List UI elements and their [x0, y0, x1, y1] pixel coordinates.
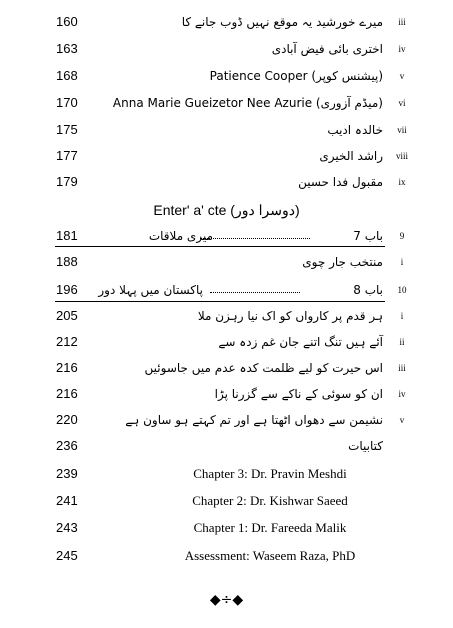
page-number: 205	[56, 308, 78, 323]
entry-title: Chapter 2: Dr. Kishwar Saeed	[192, 493, 348, 508]
toc-entry	[0, 546, 453, 568]
toc-entry	[0, 491, 453, 513]
entry-title: نشیمن سے دھواں اٹھتا ہے اور تم کہتے ہو ساون ہے	[125, 413, 383, 427]
page-number: 177	[56, 148, 78, 163]
page-number: 216	[56, 360, 78, 375]
page-number: 196	[56, 282, 78, 297]
entry-index: iii	[398, 17, 406, 27]
entry-title: اختری بائی فیض آبادی	[271, 42, 383, 56]
page-number: 181	[56, 228, 78, 243]
entry-title: (میڈم آزوری) Anna Marie Gueizetor Nee Azurie	[112, 96, 383, 110]
toc-entry	[0, 120, 453, 142]
entry-title: (پیشنس کوپر) Patience Cooper	[209, 69, 383, 83]
entry-index: vii	[397, 125, 407, 135]
toc-entry	[0, 436, 453, 458]
toc-entry	[0, 172, 453, 194]
toc-entry	[0, 464, 453, 486]
page-number: 241	[56, 493, 78, 508]
chapter-label: باب 7	[353, 229, 383, 243]
page-number: 170	[56, 95, 78, 110]
entry-title: ہر قدم پر کارواں کو اک نیا رہزن ملا	[197, 309, 383, 323]
entry-title: آئے ہیں تنگ اتنے جان غم زدہ سے	[218, 335, 383, 349]
entry-title: Chapter 3: Dr. Pravin Meshdi	[193, 466, 347, 481]
toc-entry	[0, 518, 453, 540]
page-number: 188	[56, 254, 78, 269]
entry-index: viii	[395, 151, 408, 161]
footer-ornament: ◆÷◆	[209, 592, 244, 608]
page-number: 168	[56, 68, 78, 83]
page-number: 220	[56, 412, 78, 427]
leader-dots	[210, 282, 300, 293]
page-number: 175	[56, 122, 78, 137]
page-number: 236	[56, 438, 78, 453]
section-heading: Enter' a' cte (دوسرا دور)	[153, 202, 300, 218]
entry-title: Assessment: Waseem Raza, PhD	[184, 548, 356, 563]
chapter-title: میری ملاقات	[148, 229, 213, 243]
page-number: 216	[56, 386, 78, 401]
entry-title: منتخب جار چوی	[302, 255, 383, 269]
entry-index: i	[400, 311, 404, 321]
toc-entry	[0, 410, 453, 432]
toc-entry	[0, 306, 453, 328]
page-number: 243	[56, 520, 78, 535]
entry-index: i	[400, 257, 404, 267]
entry-index: vi	[398, 98, 406, 108]
entry-title: میرے خورشید یہ موقع نہیں ڈوب جانے کا	[181, 15, 383, 29]
entry-title: اس حیرت کو لیے ظلمت کدہ عدم میں جاسوئیں	[144, 361, 383, 375]
leader-dots	[200, 228, 310, 239]
entry-title: مقبول فدا حسین	[298, 175, 383, 189]
entry-title: کتابیات	[348, 439, 383, 453]
entry-index: ix	[398, 177, 406, 187]
toc-entry	[0, 93, 453, 115]
entry-title: راشد الخیری	[319, 149, 383, 163]
toc-entry	[0, 252, 453, 274]
entry-index: iii	[398, 363, 406, 373]
chapter-entry	[0, 226, 453, 248]
page-number: 239	[56, 466, 78, 481]
toc-entry	[0, 146, 453, 168]
toc-entry	[0, 39, 453, 61]
page-number: 160	[56, 14, 78, 29]
page-number: 163	[56, 41, 78, 56]
entry-title: خالدہ ادیب	[327, 123, 383, 137]
entry-index: 10	[397, 285, 407, 295]
chapter-entry	[0, 280, 453, 302]
toc-entry	[0, 358, 453, 380]
entry-index: iv	[398, 389, 406, 399]
page-number: 179	[56, 174, 78, 189]
chapter-title: پاکستان میں پہلا دور	[98, 283, 203, 297]
entry-index: v	[399, 71, 405, 81]
toc-entry	[0, 384, 453, 406]
entry-title: ان کو سوئی کے ناکے سے گزرنا پڑا	[214, 387, 383, 401]
chapter-label: باب 8	[353, 283, 383, 297]
entry-index: 9	[399, 231, 405, 241]
page-number: 245	[56, 548, 78, 563]
divider	[55, 246, 385, 247]
page-number: 212	[56, 334, 78, 349]
toc-entry	[0, 12, 453, 34]
toc-entry	[0, 66, 453, 88]
divider	[55, 301, 385, 302]
entry-index: iv	[398, 44, 406, 54]
entry-index: v	[399, 415, 405, 425]
entry-index: ii	[399, 337, 405, 347]
toc-entry	[0, 332, 453, 354]
entry-title: Chapter 1: Dr. Fareeda Malik	[193, 520, 347, 535]
